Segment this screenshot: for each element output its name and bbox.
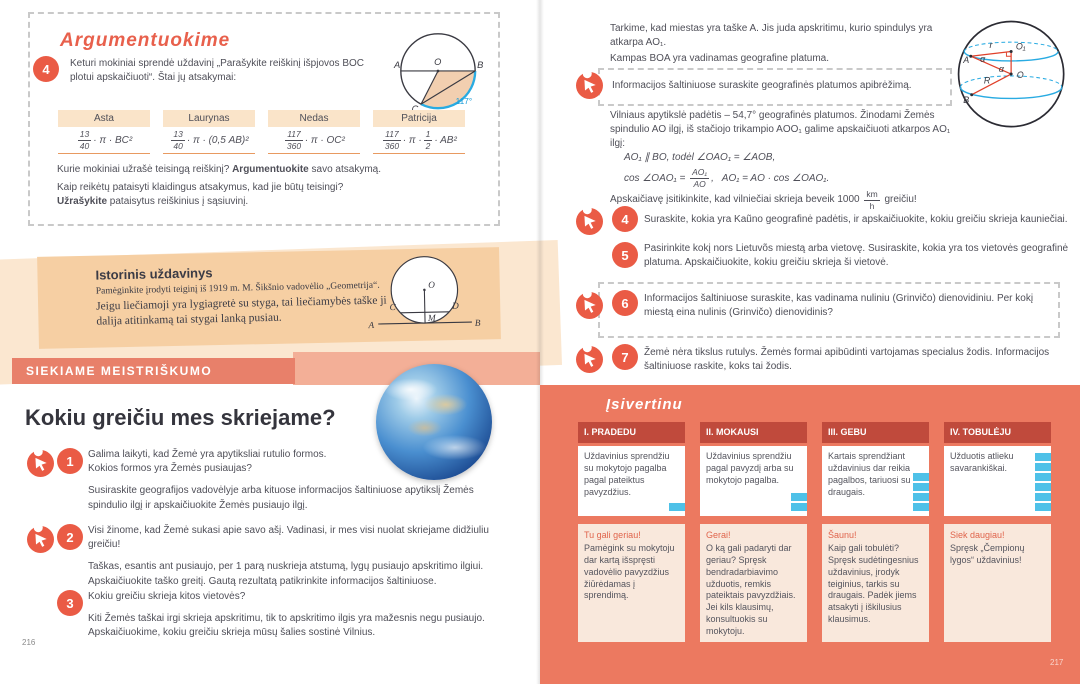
student-col-asta	[58, 110, 150, 154]
advice-title: Šaunu!	[828, 530, 857, 540]
historic-box	[37, 247, 501, 349]
task-4-badge: 4	[33, 56, 59, 82]
selfcheck-advice-card: Gerai! O ką gali padaryti dar geriau? Spręsk bendradarbiavimo užduotis, remkis pateiktais pavyzdžiais. Jei kils klausimų, konsultuokis su mokytoju.	[700, 524, 807, 642]
right-page-number: 217	[1050, 658, 1064, 667]
click-icon	[576, 72, 603, 99]
speed-sentence: Apskaičiavę įsitikinkite, kad vilniečiai skrieja beveik 1000 $\frac{km}{h}$ greičiu!	[610, 189, 917, 211]
formula-line-1: AO₁ ∥ BO, todėl ∠OAO₁ = ∠AOB,	[624, 152, 776, 163]
task-4-text: Suraskite, kokia yra Kaũno geografinė padėtis, ir apskaičiuokite, kokiu greičiu skrieja kauniečiai.	[644, 214, 1068, 225]
definition-task-text: Informacijos šaltiniuose suraskite geografinės platumos apibrėžimą.	[612, 80, 912, 91]
selfcheck-header: II. MOKAUSI	[700, 422, 807, 443]
argue-question-1: Kurie mokiniai užrašė teisingą reiškinį? Argumentuokite savo atsakymą.	[57, 164, 382, 175]
argue-heading: Argumentuokime	[60, 30, 231, 51]
student-name: Asta	[58, 110, 150, 127]
point-label-a: A	[963, 54, 970, 65]
item-2-p1: Visi žinome, kad Žemė sukasi apie savo ašį. Vadinasi, ir mes visi nuolat skriejame didžiuliu greičiu!	[88, 525, 489, 551]
click-icon	[27, 450, 54, 477]
advice-title: Siek daugiau!	[950, 530, 1005, 540]
task-4-badge: 4	[612, 206, 638, 232]
right-task-4	[576, 208, 1076, 227]
task-7-badge: 7	[612, 344, 638, 370]
argue-question-2: Kaip reikėtų pataisyti klaidingus atsakymus, kad jie būtų teisingi? Užrašykite pataisytus reiškinius į sąsiuvinį.	[57, 182, 344, 208]
selfcheck-level-card: Uždavinius sprendžiu su mokytojo pagalba pagal pateiktus pavyzdžius.	[578, 446, 685, 516]
selfcheck-level-card: Užduotis atlieku savarankiškai.	[944, 446, 1051, 516]
sector-circle-diagram	[393, 24, 483, 114]
item-1-badge: 1	[57, 448, 83, 474]
historic-heading: Istorinis uždavinys	[95, 265, 213, 283]
right-task-7	[576, 346, 1076, 374]
task-4-text: Keturi mokiniai sprendė uždavinį „Parašykite reiškinį išpjovos BOC plotui apskaičiuoti“. Štai jų atsakymai:	[70, 58, 365, 84]
right-task-6	[576, 292, 1076, 320]
selfcheck-level-card: Uždavinius sprendžiu pagal pavyzdį arba su mokytojo pagalba.	[700, 446, 807, 516]
progress-bars	[1035, 451, 1051, 511]
item-3-badge: 3	[57, 590, 83, 616]
point-label-b: B	[474, 318, 481, 329]
radius-label-r: r	[989, 39, 993, 50]
intro-paragraph-1: Tarkime, kad miestas yra taške A. Jis juda apskritimu, kurio spindulys yra atkarpa AO₁.	[610, 23, 933, 49]
task-6-text: Informacijos šaltiniuose suraskite, kas vadinama nuliniu (Grinvičo) dienovidiniu. Per kokį miestą eina nulinis (Grinvičo) dienovidinis?	[644, 293, 1034, 319]
tangent-chord-diagram	[363, 251, 487, 338]
advice-title: Tu gali geriau!	[584, 530, 641, 540]
point-label-d: D	[451, 301, 459, 312]
selfcheck-col-4	[944, 422, 1051, 565]
left-page-number: 216	[22, 638, 36, 647]
vilnius-paragraph: Vilniaus apytikslė padėtis – 54,7° geografinės platumos. Žinodami Žemės spindulio AO ilgį, iš stačiojo trikampio AOO₁ galime apskaičiuoti atkarpos AO₁ ilgį:	[610, 110, 951, 150]
click-icon	[576, 208, 603, 235]
progress-bars	[913, 471, 929, 511]
progress-bars	[669, 501, 685, 511]
item-1-p2: Susiraskite geografijos vadovėlyje arba kituose informacijos šaltiniuose apytikslį Žemės spindulio ilgį ir apskaičiuokite Žemės pusiaujo ilgį.	[88, 485, 474, 511]
point-label-c: C	[389, 302, 396, 314]
selfcheck-header: IV. TOBULĖJU	[944, 422, 1051, 443]
student-col-patricija	[373, 110, 465, 154]
task-5-text: Pasirinkite kokį nors Lietuvõs miestą arba vietovę. Susiraskite, kokia yra tos vietovės geografinė platuma. Apskaičiuokite, kokiu greičiu skrieja ši vietovė.	[644, 243, 1069, 269]
angle-label: 117°	[455, 96, 473, 107]
mastery-banner: SIEKIAME MEISTRIŠKUMO	[12, 358, 295, 384]
point-label-o: O	[1016, 69, 1024, 80]
click-icon	[27, 526, 54, 553]
student-formula: $\frac{117}{360}$ · π · OC²	[268, 127, 360, 154]
click-icon	[576, 346, 603, 373]
point-label-m: M	[427, 313, 436, 325]
item-3-p2: Kiti Žemės taškai irgi skrieja apskritimu, tik to apskritimo ilgis yra mažesnis negu pusiaujo. Apskaičiuokime, kokiu greičiu skrieja mūsų šalies sostinė Vilnius.	[88, 613, 485, 639]
student-name: Patricija	[373, 110, 465, 127]
task-5-badge: 5	[612, 242, 638, 268]
student-formula: $\frac{13}{40}$ · π · (0,5 AB)²	[163, 127, 255, 154]
latitude-sphere-diagram	[952, 12, 1074, 138]
selfcheck-advice-card: Šaunu! Kaip gali tobulėti? Spręsk sudėtingesnius uždavinius, įrodyk teiginius, tarkis su draugais. Padėk jiems atsakyti į iškilusius klausimus.	[822, 524, 929, 642]
item-2-badge: 2	[57, 524, 83, 550]
student-formula: $\frac{117}{360}$ · π · $\frac{1}{2}$ · AB²	[373, 127, 465, 154]
selfcheck-level-card: Kartais sprendžiant uždavinius dar reikia pagalbos, tariuosi su draugais.	[822, 446, 929, 516]
point-label-o1: O₁	[1015, 41, 1026, 52]
item-2-p2: Taškas, esantis ant pusiaujo, per 1 parą nuskrieja atstumą, lygų pusiaujo apskritimo ilgiui. Apskaičiuokite taško greitį. Gautą rezultatą patikrinkite informacijos šaltiniuose.	[88, 561, 484, 587]
point-label-b: B	[477, 60, 483, 71]
alpha-label-at-o: α	[998, 64, 1005, 75]
point-label-b: B	[963, 95, 970, 106]
page-title: Kokiu greičiu mes skriejame?	[25, 405, 336, 430]
selfcheck-advice-card: Siek daugiau! Spręsk „Čempionų lygos“ uždavinius!	[944, 524, 1051, 642]
radius-label-R: R	[983, 75, 991, 86]
selfcheck-advice-card: Tu gali geriau! Pamėgink su mokytoju dar kartą išspręsti vadovėlio pavyzdžius žiūrėdamas į sprendimą.	[578, 524, 685, 642]
left-item-3	[27, 590, 505, 641]
selfcheck-col-3	[822, 422, 929, 625]
right-page	[540, 0, 1080, 684]
task-7-text: Žemė nėra tikslus rutulys. Žemės formai apibūdinti vartojamas specialus žodis. Informacijos šaltiniuose raskite, koks tai žodis.	[644, 347, 1050, 373]
selfcheck-col-2	[700, 422, 807, 636]
point-label-o: O	[434, 57, 442, 68]
student-name: Nedas	[268, 110, 360, 127]
selfcheck-header: I. PRADEDU	[578, 422, 685, 443]
alpha-label-at-a: α	[980, 53, 986, 64]
student-col-nedas	[268, 110, 360, 154]
point-label-a: A	[368, 321, 375, 332]
left-item-2	[27, 524, 505, 589]
student-col-laurynas	[163, 110, 255, 154]
item-1-p1: Galima laikyti, kad Žemė yra apytiksliai rutulio formos. Kokios formos yra Žemės pusiaujas?	[88, 449, 327, 475]
student-name: Laurynas	[163, 110, 255, 127]
student-formula: $\frac{13}{40}$ · π · BC²	[58, 127, 150, 154]
point-label-o: O	[428, 280, 436, 291]
historic-statement: Jeigu liečiamoji yra lygiagretė su styga, tai liečiamybės taške ji dalija atitinkamą tai stygai lanką pusiau.	[96, 294, 387, 328]
right-task-5	[576, 242, 1076, 270]
selfcheck-header: III. GEBU	[822, 422, 929, 443]
intro-paragraph-2: Kampas BOA yra vadinamas geografine platuma.	[610, 53, 830, 64]
item-3-p1: Kokiu greičiu skrieja kitos vietovės?	[88, 591, 246, 602]
students-table	[58, 110, 465, 154]
task-6-badge: 6	[612, 290, 638, 316]
left-item-1	[27, 448, 505, 513]
progress-bars	[791, 491, 807, 511]
click-icon	[576, 292, 603, 319]
historic-intro: Pamėginkite įrodyti teiginį iš 1919 m. M. Šikšnio vadovėlio „Geometrija“.	[95, 280, 380, 297]
advice-title: Gerai!	[706, 530, 731, 540]
formula-line-2: cos ∠OAO₁ = $\frac{\text{AO₁}}{AO}$ , AO₁ = AO · cos ∠OAO₁.	[624, 167, 830, 189]
point-label-a: A	[393, 60, 401, 71]
selfcheck-col-1	[578, 422, 685, 601]
selfcheck-heading: Įsivertinu	[606, 396, 683, 413]
